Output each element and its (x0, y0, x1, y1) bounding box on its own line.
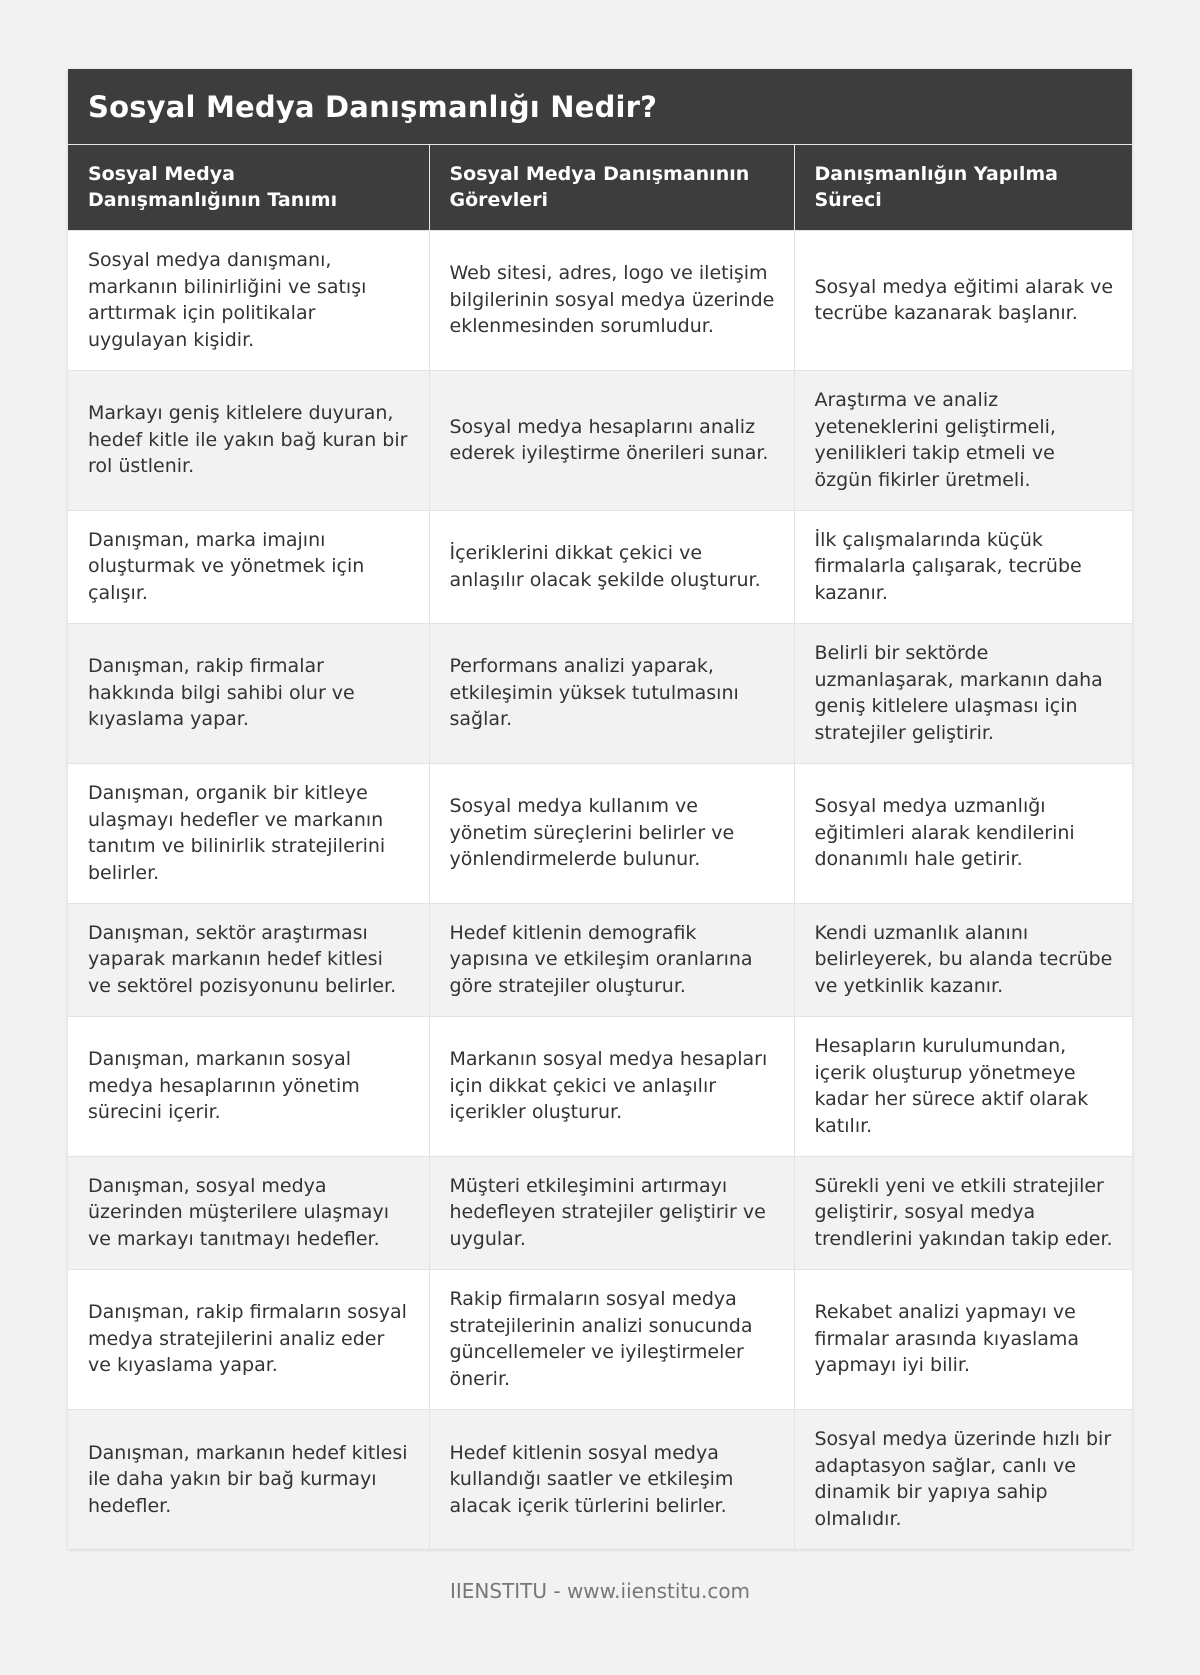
page-title: Sosyal Medya Danışmanlığı Nedir? (88, 89, 658, 124)
column-header-process: Danışmanlığın Yapılma Süreci (794, 145, 1132, 230)
footer-credit: IIENSTITU - www.iienstitu.com (449, 1579, 751, 1603)
table-cell: Sosyal medya kullanım ve yönetim süreçlerini belirler ve yönlendirmelerde bulunur. (429, 763, 794, 903)
table-cell: Sosyal medya uzmanlığı eğitimleri alarak kendilerini donanımlı hale getirir. (794, 763, 1132, 903)
header-row (68, 145, 1132, 230)
table-row (68, 230, 1132, 370)
table-cell: Kendi uzmanlık alanını belirleyerek, bu alanda tecrübe ve yetkinlik kazanır. (794, 903, 1132, 1016)
table-cell: Danışman, sosyal medya üzerinden müşterilere ulaşmayı ve markayı tanıtmayı hedefler. (68, 1156, 429, 1269)
table-cell: Sosyal medya üzerinde hızlı bir adaptasyon sağlar, canlı ve dinamik bir yapıya sahip olmalıdır. (794, 1409, 1132, 1549)
table-cell: Sosyal medya hesaplarını analiz ederek iyileştirme önerileri sunar. (429, 370, 794, 510)
table-cell: Markanın sosyal medya hesapları için dikkat çekici ve anlaşılır içerikler oluşturur. (429, 1016, 794, 1156)
table-row (68, 763, 1132, 903)
table-cell: İçeriklerini dikkat çekici ve anlaşılır olacak şekilde oluşturur. (429, 510, 794, 623)
table-cell: Danışman, markanın hedef kitlesi ile daha yakın bir bağ kurmayı hedefler. (68, 1409, 429, 1549)
table-cell: Danışman, sektör araştırması yaparak markanın hedef kitlesi ve sektörel pozisyonunu belirler. (68, 903, 429, 1016)
table-cell: Sürekli yeni ve etkili stratejiler geliştirir, sosyal medya trendlerini yakından takip eder. (794, 1156, 1132, 1269)
table-cell: Danışman, rakip firmaların sosyal medya stratejilerini analiz eder ve kıyaslama yapar. (68, 1269, 429, 1409)
table-cell: Danışman, organik bir kitleye ulaşmayı hedefler ve markanın tanıtım ve bilinirlik stratejilerini belirler. (68, 763, 429, 903)
table-cell: Müşteri etkileşimini artırmayı hedefleyen stratejiler geliştirir ve uygular. (429, 1156, 794, 1269)
table-cell: Sosyal medya danışmanı, markanın bilinirliğini ve satışı arttırmak için politikalar uygulayan kişidir. (68, 230, 429, 370)
table-row (68, 510, 1132, 623)
table-cell: Belirli bir sektörde uzmanlaşarak, markanın daha geniş kitlelere ulaşması için stratejiler geliştirir. (794, 623, 1132, 763)
table-row (68, 1269, 1132, 1409)
table-cell: Danışman, rakip firmalar hakkında bilgi sahibi olur ve kıyaslama yapar. (68, 623, 429, 763)
table-cell: Rakip firmaların sosyal medya stratejilerinin analizi sonucunda güncellemeler ve iyileştirmeler önerir. (429, 1269, 794, 1409)
table-cell: Hedef kitlenin sosyal medya kullandığı saatler ve etkileşim alacak içerik türlerini belirler. (429, 1409, 794, 1549)
table-row (68, 1409, 1132, 1549)
table-cell: Hesapların kurulumundan, içerik oluşturup yönetmeye kadar her sürece aktif olarak katılır. (794, 1016, 1132, 1156)
table-row (68, 1016, 1132, 1156)
table-cell: Markayı geniş kitlelere duyuran, hedef kitle ile yakın bağ kuran bir rol üstlenir. (68, 370, 429, 510)
info-table (68, 145, 1132, 1549)
table-cell: Danışman, markanın sosyal medya hesaplarının yönetim sürecini içerir. (68, 1016, 429, 1156)
table-row (68, 1156, 1132, 1269)
table-cell: İlk çalışmalarında küçük firmalarla çalışarak, tecrübe kazanır. (794, 510, 1132, 623)
table-cell: Hedef kitlenin demografik yapısına ve etkileşim oranlarına göre stratejiler oluşturur. (429, 903, 794, 1016)
table-cell: Danışman, marka imajını oluşturmak ve yönetmek için çalışır. (68, 510, 429, 623)
table-cell: Sosyal medya eğitimi alarak ve tecrübe kazanarak başlanır. (794, 230, 1132, 370)
title-bar (68, 69, 1132, 145)
table-row (68, 903, 1132, 1016)
table-cell: Rekabet analizi yapmayı ve firmalar arasında kıyaslama yapmayı iyi bilir. (794, 1269, 1132, 1409)
table-row (68, 370, 1132, 510)
table-cell: Web sitesi, adres, logo ve iletişim bilgilerinin sosyal medya üzerinde eklenmesinden sorumludur. (429, 230, 794, 370)
table-card (68, 69, 1132, 1549)
column-header-duties: Sosyal Medya Danışmanının Görevleri (429, 145, 794, 230)
column-header-definition: Sosyal Medya Danışmanlığının Tanımı (68, 145, 429, 230)
table-row (68, 623, 1132, 763)
table-cell: Araştırma ve analiz yeteneklerini geliştirmeli, yenilikleri takip etmeli ve özgün fikirler üretmeli. (794, 370, 1132, 510)
table-cell: Performans analizi yaparak, etkileşimin yüksek tutulmasını sağlar. (429, 623, 794, 763)
